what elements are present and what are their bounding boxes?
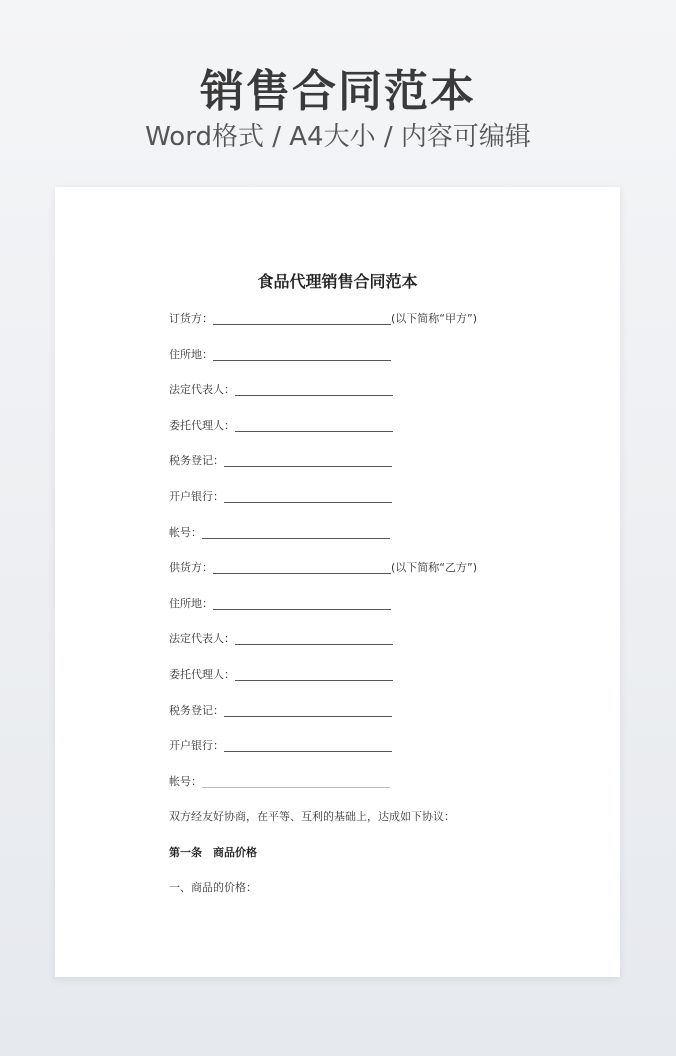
field-suffix: (以下简称“乙方”) <box>391 561 477 575</box>
field-label: 税务登记： <box>169 454 224 468</box>
blank-line[interactable] <box>213 592 391 610</box>
field-label: 订货方： <box>169 312 213 325</box>
intro-paragraph: 双方经友好协商，在平等、互利的基础上，达成如下协议： <box>169 810 455 823</box>
field-buyer-account <box>169 521 589 557</box>
banner-title: 销售合同范本 <box>200 66 476 117</box>
price-item: 一、商品的价格： <box>169 881 257 894</box>
field-label: 帐号： <box>169 774 202 788</box>
blank-line[interactable] <box>235 414 393 432</box>
field-supplier <box>169 556 589 592</box>
field-buyer-bank <box>169 485 589 521</box>
blank-line[interactable] <box>202 770 390 788</box>
party-fields <box>169 307 589 805</box>
field-supplier-bank <box>169 734 589 770</box>
field-suffix: (以下简称“甲方”) <box>391 312 477 325</box>
banner-subtitle: Word格式 / A4大小 / 内容可编辑 <box>145 122 531 152</box>
field-label: 委托代理人： <box>169 667 235 681</box>
blank-line[interactable] <box>213 343 391 361</box>
field-buyer-address <box>169 343 589 379</box>
blank-line[interactable] <box>235 663 393 681</box>
field-label: 帐号： <box>169 525 202 539</box>
blank-line[interactable] <box>224 734 392 752</box>
document-title: 食品代理销售合同范本 <box>257 272 418 291</box>
article-heading: 第一条 商品价格 <box>169 846 257 859</box>
blank-line[interactable] <box>213 556 391 574</box>
field-buyer-tax <box>169 449 589 485</box>
blank-line[interactable] <box>224 449 392 467</box>
field-buyer <box>169 307 589 343</box>
field-label: 委托代理人： <box>169 418 235 432</box>
document-page <box>55 187 620 977</box>
blank-line[interactable] <box>213 307 391 325</box>
field-supplier-tax <box>169 699 589 735</box>
field-label: 法定代表人： <box>169 383 235 397</box>
blank-line[interactable] <box>235 627 393 645</box>
field-label: 法定代表人： <box>169 632 235 646</box>
field-supplier-address <box>169 592 589 628</box>
blank-line[interactable] <box>202 521 390 539</box>
field-buyer-agent <box>169 414 589 450</box>
field-supplier-account <box>169 770 589 806</box>
field-buyer-legal-rep <box>169 378 589 414</box>
field-supplier-legal-rep <box>169 627 589 663</box>
field-label: 住所地： <box>169 347 213 361</box>
field-label: 住所地： <box>169 596 213 610</box>
field-supplier-agent <box>169 663 589 699</box>
field-label: 供货方： <box>169 561 213 575</box>
field-label: 开户银行： <box>169 489 224 503</box>
field-label: 税务登记： <box>169 703 224 717</box>
field-label: 开户银行： <box>169 739 224 753</box>
blank-line[interactable] <box>224 485 392 503</box>
blank-line[interactable] <box>224 699 392 717</box>
blank-line[interactable] <box>235 378 393 396</box>
